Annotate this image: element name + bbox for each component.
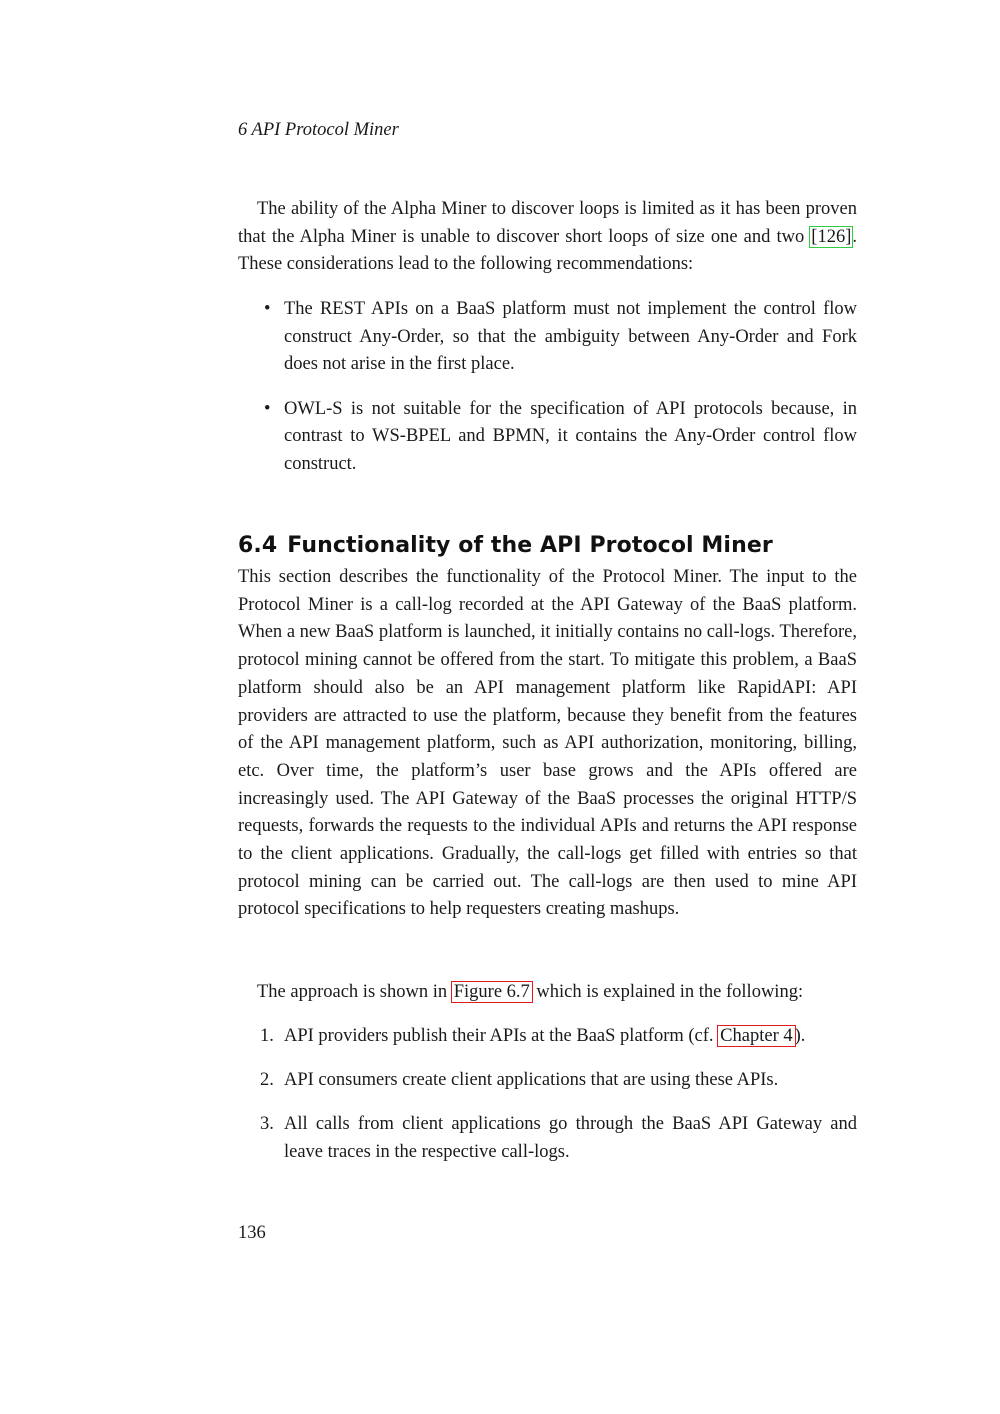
intro-text-after: . These considerations lead to the following recommendations: — [238, 226, 857, 275]
list-item — [238, 1111, 857, 1166]
list-item — [238, 1067, 857, 1095]
section-number: 6.4 — [238, 533, 278, 559]
list-item — [238, 296, 857, 379]
section-title: Functionality of the API Protocol Miner — [287, 533, 773, 559]
step-text: All calls from client applications go through the BaaS API Gateway and leave traces in the respective call-logs. — [284, 1114, 857, 1163]
approach-text-after: which is explained in the following: — [531, 982, 804, 1002]
section-heading — [238, 530, 773, 562]
steps-list — [238, 1023, 857, 1167]
section-body-paragraph: This section describes the functionality of the Protocol Miner. The input to the Protocol Miner is a call-log recorded at the API Gateway of the BaaS platform. When a new BaaS platform is launched, it initially contains no call-logs. Therefore, protocol mining cannot be offered from the start. To mitigate this problem, a BaaS platform should also be an API management platform like RapidAPI: API providers are attracted to use the platform, because they benefit from the features of the API management platform, such as API authorization, monitoring, billing, etc. Over time, the platform’s user base grows and the APIs offered are increasingly used. The API Gateway of the BaaS processes the original HTTP/S requests, forwards the requests to the individual APIs and returns the API response to the client applications. Gradually, the call-logs get filled with entries so that protocol mining can be carried out. The call-logs are then used to mine API protocol specifications to help requesters creating mashups. — [238, 567, 857, 920]
step-number: 3. — [260, 1114, 274, 1135]
approach-paragraph — [238, 979, 857, 1007]
step-text: API consumers create client applications that are using these APIs. — [284, 1070, 779, 1091]
figure-reference-link[interactable]: Figure 6.7 — [453, 982, 530, 1002]
chapter-reference-link[interactable]: Chapter 4 — [720, 1026, 793, 1046]
step-number: 1. — [260, 1026, 274, 1046]
bullet-marker: • — [264, 299, 271, 319]
list-item — [238, 1023, 857, 1051]
step-text: API providers publish their APIs at the BaaS platform (cf. — [284, 1026, 719, 1046]
intro-paragraph — [238, 196, 857, 279]
approach-text-before: The approach is shown in — [257, 982, 452, 1002]
intro-text-before: The ability of the Alpha Miner to discover loops is limited as it has been proven that the Alpha Miner is unable to discover short loops of size one and two — [238, 199, 857, 247]
page-number: 136 — [238, 1223, 266, 1243]
recommendation-text: OWL-S is not suitable for the specification of API protocols because, in contrast to WS-BPEL and BPMN, it contains the Any-Order control flow construct. — [284, 398, 857, 475]
step-number: 2. — [260, 1070, 274, 1091]
step-text-after: ). — [794, 1026, 806, 1046]
recommendations-list — [238, 296, 857, 479]
list-item — [238, 396, 857, 479]
recommendation-text: The REST APIs on a BaaS platform must not implement the control flow construct Any-Order, so that the ambiguity between Any-Order and Fork does not arise in the first place. — [284, 299, 857, 375]
bullet-marker: • — [264, 398, 271, 419]
running-head: 6 API Protocol Miner — [238, 120, 399, 140]
citation-link[interactable]: [126] — [811, 226, 852, 247]
